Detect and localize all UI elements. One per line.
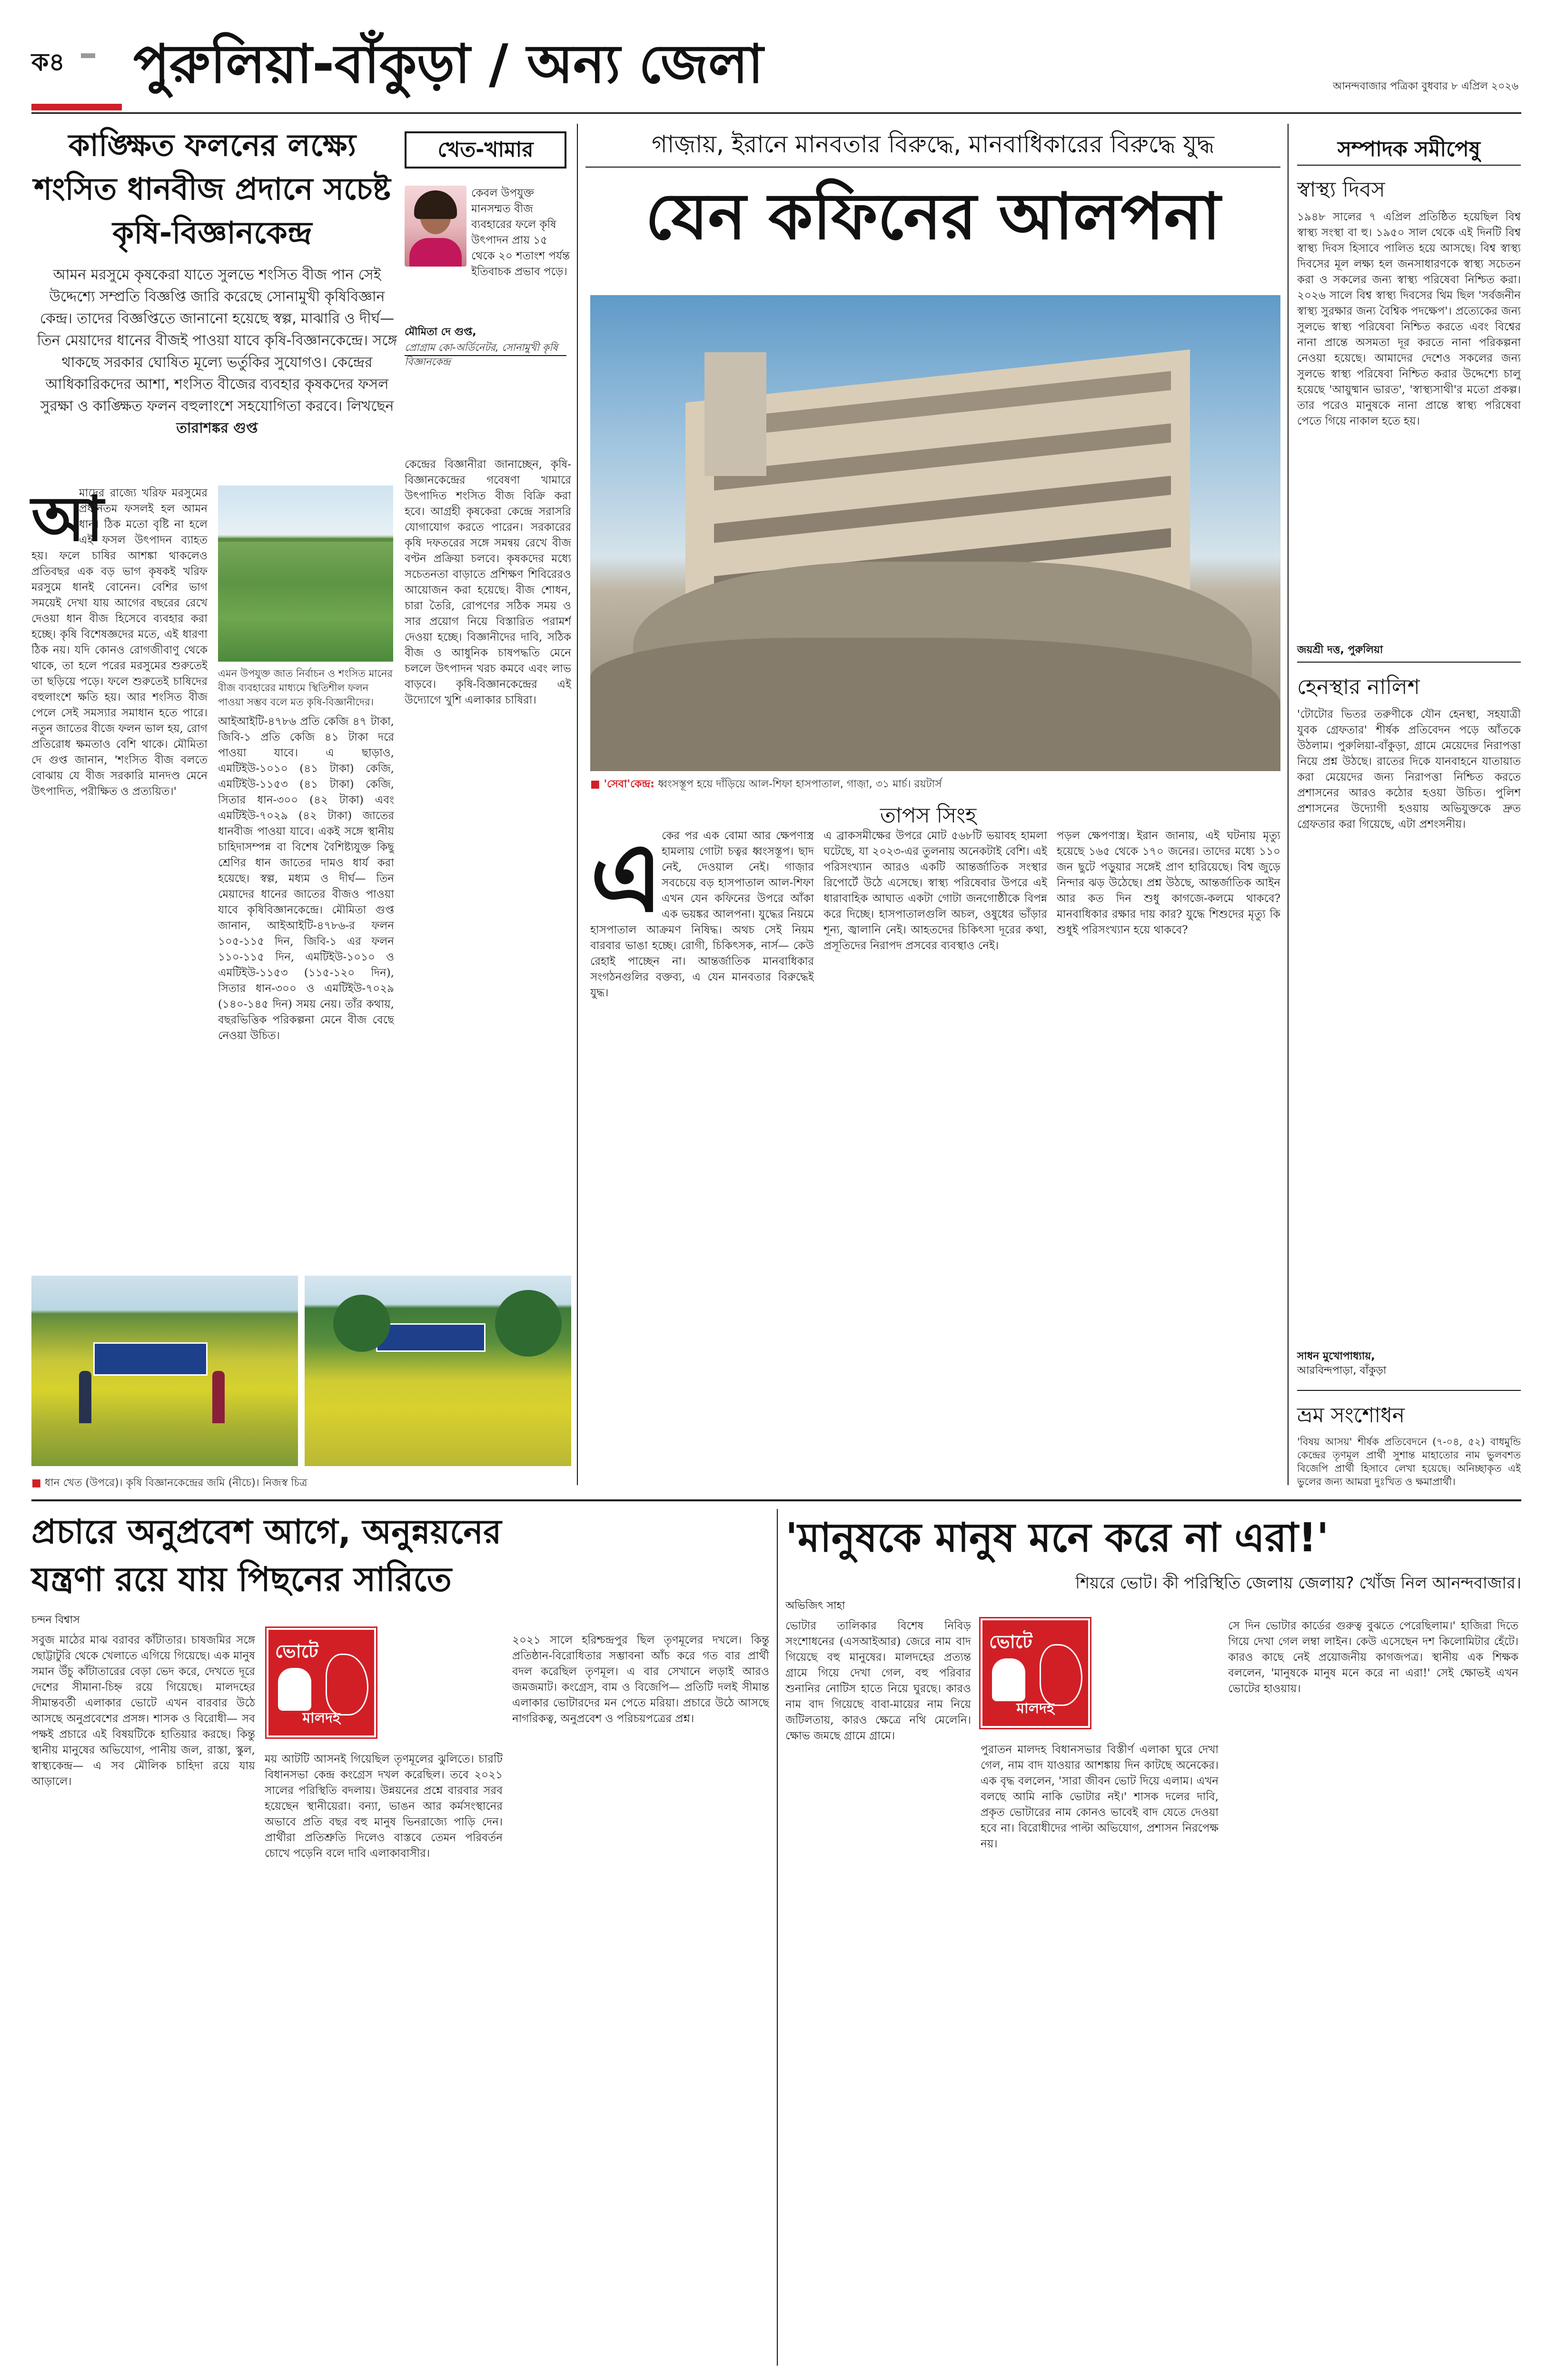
divider-bottom-center: [777, 1509, 778, 2366]
letter-2-sign: সাধন মুখোপাধ্যায়,: [1297, 1350, 1375, 1362]
lower-section-rule: [31, 1499, 1521, 1501]
bl-column-3: [512, 1633, 769, 2366]
editor-title: সম্পাদক সমীপেষু: [1338, 137, 1480, 161]
masthead-red-rule: [31, 104, 122, 110]
gaza-col1-text: কের পর এক বোমা আর ক্ষেপণাস্ত্র হামলায় গোটা চত্বর ধ্বংসস্তূপ। ছাদ নেই, দেওয়াল নেই। গাজ়ার সবচেয়ে বড় হাসপাতাল আল-শিফা এখন যেন কফিনের উপরে আঁকা এক ভয়ঙ্কর আলপনা। যুদ্ধের নিয়মে হাসপাতাল আক্রমণ নিষিদ্ধ। অথচ সেই নিয়ম বারবার ভাঙা হচ্ছে। রোগী, চিকিৎসক, নার্স— কেউ রেহাই পাচ্ছেন না। আন্তর্জাতিক মানবাধিকার সংগঠনগুলির বক্তব্য, এ যেন মানবতার বিরুদ্ধেই যুদ্ধ।: [590, 830, 814, 999]
khet-column-1: [31, 483, 208, 1261]
khet-dropcap: আ: [31, 483, 104, 555]
gaza-kicker: গাজ়ায়, ইরানে মানবতার বিরুদ্ধে, মানবাধিকারের বিরুদ্ধে যুদ্ধ: [652, 130, 1214, 158]
letter-divider-2: [1297, 1390, 1521, 1391]
khet-intro-text: আমন মরসুমে কৃষকেরা যাতে সুলভে শংসিত বীজ পান সেই উদ্দেশ্যে সম্প্রতি বিজ্ঞপ্তি জারি করেছে সোনামুখী কৃষিবিজ্ঞান কেন্দ্র। তাদের বিজ্ঞপ্তিতে জানানো হয়েছে স্বল্প, মাঝারি ও দীর্ঘ— তিন মেয়াদের ধানের বীজই পাওয়া যাবে কৃষি-বিজ্ঞানকেন্দ্রে। সঙ্গে থাকছে সরকার ঘোষিত মূল্যে ভর্তুকির সুযোগও। কেন্দ্রের আধিকারিকদের আশা, শংসিত বীজের ব্যবহার কৃষকদের ফসল সুরক্ষা ও কাঙ্ক্ষিত ফলন বহুলাংশে সহযোগিতা করবে। লিখছেন: [37, 267, 397, 415]
br-column-3: [1228, 1618, 1518, 2366]
expert-name: মৌমিতা দে গুপ্ত,: [405, 326, 476, 338]
gaza-column-2: [823, 828, 1047, 1485]
editor-title-rule: [1297, 165, 1521, 166]
bl-column-1: [31, 1633, 255, 2366]
dateline: আনন্দবাজার পত্রিকা বুধবার ৮ এপ্রিল ২০২৬: [1333, 80, 1518, 92]
khet-bottom-caption: ■ ধান খেত (উপরে)। কৃষি বিজ্ঞানকেন্দ্রের জমি (নীচে)। নিজস্ব চিত্র: [31, 1477, 307, 1489]
letter-3-title: ভ্রম সংশোধন: [1297, 1403, 1405, 1428]
expert-quote: কেবল উপযুক্ত মানসম্মত বীজ ব্যবহারের ফলে কৃষি উৎপাদন প্রায় ১৫ থেকে ২০ শতাংশ পর্যন্ত ইতিবাচক প্রভাব পড়ে।: [471, 187, 570, 278]
gaza-col3-text: পড়ল ক্ষেপণাস্ত্র। ইরান জানায়, এই ঘটনায় মৃত্যু হয়েছে ১৬৫ থেকে ১৭০ জনের। তাদের মধ্যে ১১০ জন ছুটে পড়ুয়ার সঙ্গেই প্রাণ হারিয়েছে। বিশ্ব জুড়ে নিন্দার ঝড় উঠেছে। প্রশ্ন উঠছে, আন্তর্জাতিক আইন আর কত দিন শুধু কাগজে-কলমে থাকবে? মানবাধিকার রক্ষার দায় কার? যুদ্ধে শিশুদের মৃত্যু কি শুধুই পরিসংখ্যান হয়ে থাকবে?: [1057, 830, 1280, 936]
khet-headline-block: [31, 124, 393, 255]
bl-col3-text: ২০২১ সালে হরিশ্চন্দ্রপুর ছিল তৃণমূলের দখলে। কিন্তু প্রতিষ্ঠান-বিরোধিতার সম্ভাবনা আঁচ করে গত বার প্রার্থী বদল করেছিল তৃণমূল। এ বার সেখানে লড়াই আরও জমজমাট। কংগ্রেস, বাম ও বিজেপি— প্রতিটি দলই সীমান্ত এলাকার ভোটারদের মন পেতে মরিয়া। প্রচারে উঠে আসছে নাগরিকত্ব, অনুপ্রবেশ ও পরিচয়পত্রের প্রশ্ন।: [512, 1634, 769, 1725]
gaza-caption-text: ধ্বংসস্তূপ হয়ে দাঁড়িয়ে আল-শিফা হাসপাতাল, গাজ়া, ৩১ মার্চ। রয়টার্স: [657, 778, 942, 790]
khet-photo-caption: এমন উপযুক্ত জাত নির্বাচন ও শংসিত মানের বীজ ব্যবহারের মাধ্যমে স্থিতিশীল ফলন পাওয়া সম্ভব বলে মত কৃষি-বিজ্ঞানীদের।: [218, 668, 393, 708]
br-hand-icon: [992, 1658, 1025, 1701]
section-title: পুরুলিয়া-বাঁকুড়া / অন্য জেলা: [133, 33, 764, 95]
br-column-2: [981, 1742, 1219, 2366]
khet-intro: [31, 264, 403, 436]
bl-column-2: [265, 1752, 503, 2366]
letter-divider-1: [1297, 662, 1521, 663]
gaza-col2-text: এ ব্রাকসমীক্ষের উপরে মোট ৫৬৮টি ভয়াবহ হামলা ঘটেছে, যা ২০২৩-এর তুলনায় অনেকটাই বেশি। এই পরিসংখ্যান আরও একটি আন্তর্জাতিক সংস্থার রিপোর্টে উঠে এসেছে। স্বাস্থ্য পরিষেবার উপরে এই ধারাবাহিক আঘাত একটা গোটা জনগোষ্ঠীকে বিপন্ন করে দিচ্ছে। হাসপাতালগুলি অচল, ওষুধের ভাঁড়ার শূন্য, জ্বালানি নেই। আহতদের চিকিৎসা দূরের কথা, প্রসূতিদের নিরাপদ প্রসবের ব্যবস্থাও নেই।: [823, 830, 1047, 952]
letter-1-text: ১৯৪৮ সালের ৭ এপ্রিল প্রতিষ্ঠিত হয়েছিল বিশ্ব স্বাস্থ্য সংস্থা বা হু। ১৯৫০ সাল থেকে এই দিনটি বিশ্ব স্বাস্থ্য দিবস হিসাবে পালিত হয়ে আসছে। বিশ্ব স্বাস্থ্য দিবসের মূল লক্ষ্য হল জনসাধারণকে স্বাস্থ্য সচেতন করা ও সকলের জন্য স্বাস্থ্য পরিষেবা নিশ্চিত করা। ২০২৬ সালে বিশ্ব স্বাস্থ্য দিবসের থিম ছিল 'সর্বজনীন স্বাস্থ্য সুরক্ষার জন্য বৈশ্বিক পদক্ষেপ'। প্রত্যেকের জন্য সুলভে স্বাস্থ্য পরিষেবা নিশ্চিত করতে এবং বিশ্বের নানা প্রান্তে অসমতা দূর করতে নানা পরিকল্পনা নেওয়া হয়েছে। আমাদের দেশেও সকলের জন্য সুলভে স্বাস্থ্য পরিষেবা নিশ্চিত করার উদ্দেশ্যে চালু হয়েছে 'আয়ুষ্মান ভারত', 'স্বাস্থ্যসাথী'র মতো প্রকল্প। তার পরেও মানুষকে নানা প্রান্তে স্বাস্থ্য পরিষেবা পেতে গিয়ে নাকাল হতে হয়।: [1297, 211, 1521, 427]
bl-badge-bottom: মালদহ: [302, 1710, 340, 1726]
br-col3-text: সে দিন ভোটার কার্ডের গুরুত্ব বুঝতে পেরেছিলাম।' হাজিরা দিতে গিয়ে দেখা গেল লম্বা লাইন। কেউ এসেছেন দশ কিলোমিটার হেঁটে। কারও কাছে নেই প্রয়োজনীয় কাগজপত্র। স্থানীয় এক শিক্ষক বললেন, 'মানুষকে মানুষ মনে করে না এরা!' সেই ক্ষোভই এখন ভোটের হাওয়ায়।: [1228, 1620, 1518, 1695]
bl-byline: চন্দন বিশ্বাস: [31, 1614, 80, 1626]
br-col2-text: পুরাতন মালদহ বিধানসভার বিস্তীর্ণ এলাকা ঘুরে দেখা গেল, নাম বাদ যাওয়ার আশঙ্কায় দিন কাটছে অনেকের। এক বৃদ্ধ বললেন, 'সারা জীবন ভোট দিয়ে এলাম। এখন বলছে আমি নাকি ভোটার নই।' শাসক দলের দাবি, প্রকৃত ভোটারের নাম কোনও ভাবেই বাদ যেতে দেওয়া হবে না। বিরোধীদের পাল্টা অভিযোগ, প্রশাসন নিরপেক্ষ নয়।: [981, 1744, 1219, 1850]
bl-voter-badge: [267, 1628, 376, 1737]
kvk-field-photo-left: [31, 1276, 298, 1466]
kvk-field-photo-right: [305, 1276, 571, 1466]
expert-portrait: [405, 186, 466, 267]
br-voter-badge: [981, 1618, 1090, 1728]
masthead-rule: [31, 112, 1521, 114]
page-number-ornament: [81, 53, 95, 58]
bl-headline-1: প্রচারে অনুপ্রবেশ আগে, অনুন্নয়নের: [31, 1512, 502, 1551]
letter-2-title: হেনস্থার নালিশ: [1297, 675, 1420, 699]
khet-tag: খেত-খামার: [405, 131, 566, 169]
letter-2-text: 'টোটোর ভিতর তরুণীকে যৌন হেনস্থা, সহযাত্রী যুবক গ্রেফতার' শীর্ষক প্রতিবেদন পড়ে আঁতকে উঠলাম। পুরুলিয়া-বাঁকুড়া, গ্রামে মেয়েদের নিরাপত্তা নিয়ে প্রশ্ন উঠছে। রাতের দিকে যানবাহনে যাতায়াত করা মেয়েদের জন্য নিরাপত্তা নিশ্চিত করতে প্রশাসনের আরও কঠোর হওয়া উচিত। পুলিশ প্রশাসনের উদ্যোগী হওয়ায় অভিযুক্তকে দ্রুত গ্রেফতার করা গিয়েছে, এটা প্রশংসনীয়।: [1297, 708, 1521, 831]
letter-3-body: [1297, 1435, 1521, 1488]
br-byline: অভিজিৎ সাহা: [785, 1600, 845, 1612]
paddy-field-photo: [218, 486, 393, 662]
br-col1-text: ভোটার তালিকার বিশেষ নিবিড় সংশোধনের (এসআইআর) জেরে নাম বাদ গিয়েছে বহু মানুষের। মালদহের প্রত্যন্ত গ্রামে গিয়ে দেখা গেল, বহু পরিবার শুনানির নোটিস হাতে নিয়ে ঘুরছে। কারও নাম বাদ গিয়েছে বাবা-মায়ের নাম নিয়ে জটিলতায়, কারও ক্ষেত্রে নথি মেলেনি। ক্ষোভ জমছে গ্রামে গ্রামে।: [785, 1620, 971, 1742]
bl-headline-2: যন্ত্রণা রয়ে যায় পিছনের সারিতে: [31, 1560, 452, 1599]
letter-1-sign: জয়শ্রী দত্ত, পুরুলিয়া: [1297, 644, 1383, 656]
gaza-dropcap: এ: [590, 823, 663, 933]
br-column-1: [785, 1618, 971, 2366]
gaza-caption-label: ■ 'সেবা'কেন্দ্র:: [590, 778, 654, 790]
letter-3-text: 'বিষয় আসয়' শীর্ষক প্রতিবেদনে (৭-০৪, ৫২) বাধমুন্ডি কেন্দ্রের তৃণমূল প্রার্থী সুশান্ত মাহাতোর নাম ভুলবশত বিজেপি প্রার্থী হিসাবে লেখা হয়েছে। অনিচ্ছাকৃত এই ভুলের জন্য আমরা দুঃখিত ও ক্ষমাপ্রার্থী।: [1297, 1436, 1521, 1488]
gaza-photo-caption: [590, 776, 1280, 793]
letter-1-body: [1297, 209, 1521, 638]
page-number: ক৪: [31, 48, 65, 77]
divider-gaza-editor: [1288, 124, 1289, 1485]
divider-khet-gaza: [577, 124, 578, 1485]
khet-column-2: [218, 714, 394, 1261]
gaza-kicker-rule: [585, 167, 1280, 168]
br-headline: 'মানুষকে মানুষ মনে করে না এরা!': [785, 1514, 1329, 1561]
gaza-headline: যেন কফিনের আলপনা: [645, 179, 1221, 254]
br-kicker: শিয়রে ভোট। কী পরিস্থিতি জেলায় জেলায়? খোঁজ নিল আনন্দবাজার।: [1075, 1574, 1521, 1593]
khet-bottom-caption-text: ধান খেত (উপরে)। কৃষি বিজ্ঞানকেন্দ্রের জমি (নীচে)। নিজস্ব চিত্র: [44, 1477, 307, 1489]
gaza-byline: তাপস সিংহ: [880, 803, 977, 828]
bl-hand-icon: [278, 1668, 311, 1711]
bl-badge-top: ভোটে: [275, 1641, 318, 1662]
letter-2-place: আরবিন্দপাড়া, বাঁকুড়া: [1297, 1365, 1387, 1377]
gaza-column-1: [590, 823, 814, 1485]
br-badge-bottom: মালদহ: [1016, 1700, 1054, 1717]
letter-1-title: স্বাস্থ্য দিবস: [1297, 178, 1385, 202]
br-badge-top: ভোটে: [989, 1631, 1032, 1652]
khet-quote-box: [405, 181, 571, 447]
khet-headline: কাঙ্ক্ষিত ফলনের লক্ষ্যে শংসিত ধানবীজ প্রদানে সচেষ্ট কৃষি-বিজ্ঞানকেন্দ্র: [34, 128, 391, 251]
khet-column-3: [405, 457, 571, 1261]
bl-col1-text: সবুজ মাঠের মাঝ বরাবর কাঁটাতার। চাষজমির সঙ্গে ছোট্টাটুরি থেকে খেলাতে এগিয়ে গিয়েছে। এক মানুষ সমান উঁচু কাঁটাতারের বেড়া ভেদ করে, দেখতে দূরে দেশের সীমানা-চিহ্ন রয়ে গিয়েছে। মালদহের সীমান্তবর্তী এলাকার ভোটে এখন বারবার উঠে আসছে অনুপ্রবেশের প্রসঙ্গ। শাসক ও বিরোধী— সব পক্ষই প্রচারে এই বিষয়টিকে হাতিয়ার করছে। কিন্তু স্থানীয় মানুষের অভিযোগ, পানীয় জল, রাস্তা, স্কুল, স্বাস্থ্যকেন্দ্র— এ সব মৌলিক চাহিদা রয়ে যায় আড়ালে।: [31, 1634, 255, 1788]
bl-col2-text: ময় আটটি আসনই গিয়েছিল তৃণমূলের ঝুলিতে। চারটি বিধানসভা কেন্দ্র কংগ্রেস দখল করেছিল। তবে ২০২১ সালের পরিস্থিতি বদলায়। উন্নয়নের প্রশ্নে বারবার সরব হয়েছেন স্থানীয়েরা। বন্যা, ভাঙন আর কর্মসংস্থানের অভাবে প্রতি বছর বহু মানুষ ভিনরাজ্যে পাড়ি দেন। প্রার্থীরা প্রতিশ্রুতি দিলেও বাস্তবে তেমন পরিবর্তন চোখে পড়েনি বলে দাবি এলাকাবাসীর।: [265, 1753, 503, 1860]
khet-col3-text: কেন্দ্রের বিজ্ঞানীরা জানাচ্ছেন, কৃষি-বিজ্ঞানকেন্দ্রের গবেষণা খামারে উৎপাদিত শংসিত বীজ বিক্রি করা হবে। আগ্রহী কৃষকেরা কেন্দ্রে সরাসরি যোগাযোগ করতে পারেন। সরকারের কৃষি দফতরের সঙ্গে সমন্বয় রেখে বীজ বণ্টন প্রক্রিয়া চলবে। কৃষকদের মধ্যে সচেতনতা বাড়াতে প্রশিক্ষণ শিবিরেরও আয়োজন করা হয়েছে। বীজ শোধন, চারা তৈরি, রোপণের সঠিক সময় ও সার প্রয়োগ নিয়ে বিস্তারিত পরামর্শ দেওয়া হচ্ছে। বিজ্ঞানীদের দাবি, সঠিক বীজ ও আধুনিক চাষপদ্ধতি মেনে চললে উৎপাদন খরচ কমবে এবং লাভ বাড়বে। কৃষি-বিজ্ঞানকেন্দ্রের এই উদ্যোগে খুশি এলাকার চাষিরা।: [405, 458, 571, 706]
khet-quote-divider: [405, 355, 566, 356]
expert-role: প্রোগ্রাম কো-অর্ডিনেটর, সোনামুখী কৃষি বিজ্ঞানকেন্দ্র: [405, 342, 558, 367]
letter-2-body: [1297, 707, 1521, 1345]
khet-col2-text: আইআইটি-৪৭৮৬ প্রতি কেজি ৪৭ টাকা, জিবি-১ প্রতি কেজি ৪১ টাকা দরে পাওয়া যাবে। এ ছাড়াও, এমটিইউ-১০১০ (৪১ টাকা) কেজি, এমটিইউ-১১৫৩ (৪১ টাকা) কেজি, সিতার ধান-৩০০ (৪২ টাকা) এবং এমটিইউ-৭০২৯ (৪২ টাকা) জাতের ধানবীজ পাওয়া যাবে। একই সঙ্গে স্থানীয় চাহিদাসম্পন্ন বা বিশেষ বৈশিষ্ট্যযুক্ত কিছু শ্রেণির ধান জাতের দামও ধার্য করা হয়েছে। স্বল্প, মধ্যম ও দীর্ঘ— তিন মেয়াদের ধানের জাতের বীজও পাওয়া যাবে কৃষিবিজ্ঞানকেন্দ্রে। মৌমিতা গুপ্ত জানান, আইআইটি-৪৭৮৬-র ফলন ১০৫-১১৫ দিন, জিবি-১ এর ফলন ১১০-১১৫ দিন, এমটিইউ-১০১০ ও এমটিইউ-১১৫৩ (১১৫-১২০ দিন), সিতার ধান-৩০০ ও এমটিইউ-৭০২৯ (১৪০-১৪৫ দিন) সময় নেয়। তাঁর কথায়, বছরভিত্তিক পরিকল্পনা মেনে বীজ বেছে নেওয়া উচিত।: [218, 715, 394, 1042]
gaza-hospital-photo: [590, 295, 1280, 771]
gaza-column-3: [1057, 828, 1280, 1485]
khet-author: তারাশঙ্কর গুপ্ত: [176, 420, 258, 436]
khet-col1-text: মাদের রাজ্যে খরিফ মরসুমের প্রধানতম ফসলই হল আমন ধান। ঠিক মতো বৃষ্টি না হলে এই ফসল উৎপাদন ব্যাহত হয়। ফলে চাষির আশঙ্কা থাকলেও প্রতিবছর এক বড় ভাগ কৃষকই খরিফ মরসুমে ধানই বোনেন। বেশির ভাগ সময়েই দেখা যায় আগের বছরের রেখে দেওয়া ধান বীজ হিসেবে ব্যবহার করা হচ্ছে। কৃষি বিশেষজ্ঞদের মতে, এই ধারণা ঠিক নয়। যদি কোনও রোগজীবাণু থেকে থাকে, তা হলে পরের মরসুমের শুরুতেই তা ছড়িয়ে পড়ে। ফলে শুরুতেই চাষিদের বহুলাংশে ক্ষতি হয়। আর শংসিত বীজ পেলে সেই সমস্যার সমাধান হতে পারে। নতুন জাতের বীজে ফলন ভাল হয়, রোগ প্রতিরোধ ক্ষমতাও বেশি থাকে। মৌমিতা দে গুপ্ত জানান, 'শংসিত বীজ বলতে বোঝায় যে বীজ সরকারি মানদণ্ড মেনে উৎপাদিত, পরীক্ষিত ও প্রত্যয়িত।': [31, 487, 208, 798]
